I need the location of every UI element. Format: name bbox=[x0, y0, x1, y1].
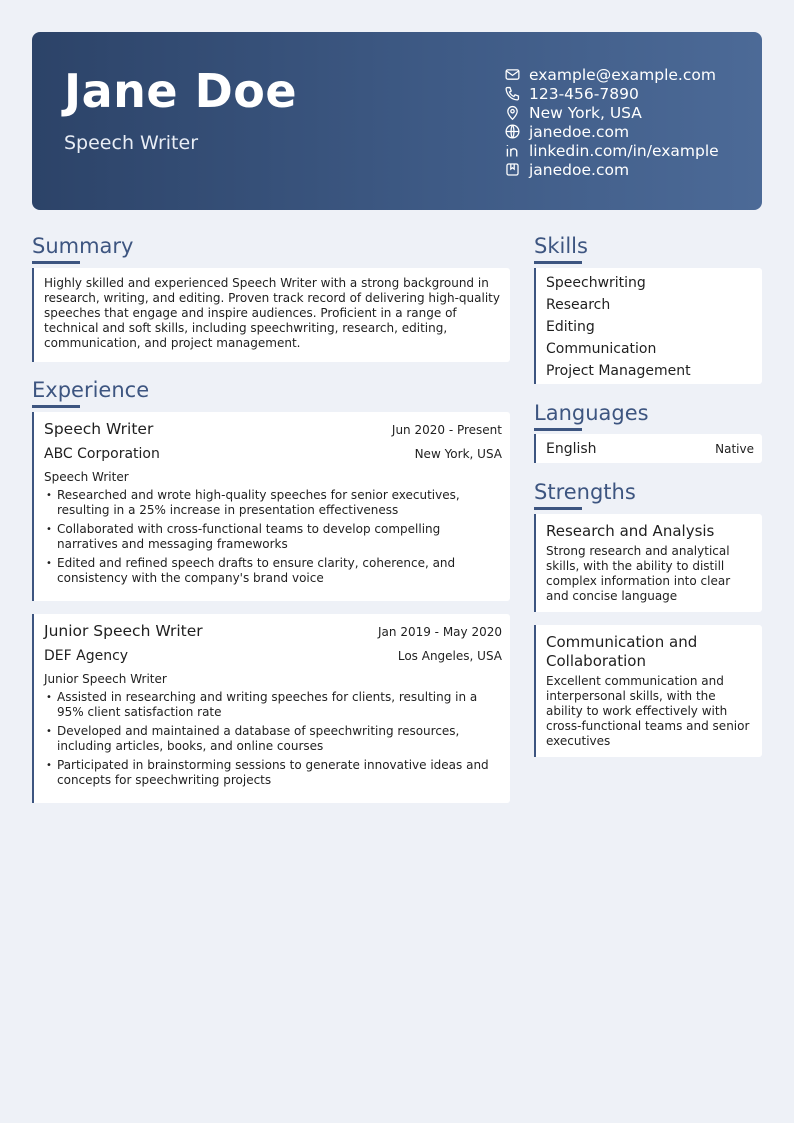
job-location: New York, USA bbox=[414, 447, 502, 461]
company-name: ABC Corporation bbox=[44, 446, 160, 462]
languages-heading: Languages bbox=[534, 401, 649, 425]
contact-phone[interactable] bbox=[504, 84, 719, 103]
language-name: English bbox=[546, 440, 597, 457]
bullet-item: • Researched and wrote high-quality speeches for senior executives, resulting in a 25% increase in presentation effectiveness bbox=[44, 488, 502, 518]
skills-underline bbox=[534, 261, 582, 264]
job-bullets bbox=[44, 488, 502, 586]
strength-title: Communication and Collaboration bbox=[546, 633, 698, 670]
globe-icon bbox=[504, 123, 521, 140]
bullet-item: • Assisted in researching and writing speeches for clients, resulting in a 95% client satisfaction rate bbox=[44, 690, 502, 720]
skills-card bbox=[534, 268, 762, 384]
job-title: Speech Writer bbox=[44, 420, 154, 438]
job-dates: Jun 2020 - Present bbox=[391, 423, 502, 437]
skills-list bbox=[536, 268, 762, 386]
candidate-name: Jane Doe bbox=[64, 64, 298, 118]
bullet-item: • Edited and refined speech drafts to ensure clarity, coherence, and consistency with the company's brand voice bbox=[44, 556, 502, 586]
summary-underline bbox=[32, 261, 80, 264]
strengths-heading: Strengths bbox=[534, 480, 636, 504]
summary-card bbox=[32, 268, 510, 362]
linkedin-icon bbox=[504, 142, 521, 159]
contact-phone-text: 123-456-7890 bbox=[529, 84, 639, 103]
bullet-item: • Participated in brainstorming sessions to generate innovative ideas and concepts for speechwriting projects bbox=[44, 758, 502, 788]
resume-header bbox=[32, 32, 762, 210]
skills-heading: Skills bbox=[534, 234, 588, 258]
contact-portfolio-text: janedoe.com bbox=[529, 160, 630, 179]
strength-title: Research and Analysis bbox=[546, 522, 715, 540]
strength-card bbox=[534, 514, 762, 612]
location-icon bbox=[504, 104, 521, 121]
skill-item: Editing bbox=[546, 319, 595, 335]
company-name: DEF Agency bbox=[44, 648, 129, 664]
job-subtitle: Speech Writer bbox=[44, 470, 129, 484]
contact-location bbox=[504, 103, 719, 122]
contact-email[interactable] bbox=[504, 65, 719, 84]
contact-list bbox=[504, 65, 719, 179]
portfolio-icon bbox=[504, 161, 521, 178]
languages-underline bbox=[534, 428, 582, 431]
job-title: Junior Speech Writer bbox=[44, 622, 203, 640]
summary-text: Highly skilled and experienced Speech Writer with a strong background in research, writing, and editing. Proven track record of delivering high-quality speeches that engage and inspire audiences. Proficient in a range of technical and soft skills, including speechwriting, research, editing, communication, and project management. bbox=[44, 276, 500, 350]
contact-email-text: example@example.com bbox=[529, 65, 716, 84]
experience-item bbox=[32, 412, 510, 601]
job-bullets bbox=[44, 690, 502, 788]
skill-item: Research bbox=[546, 297, 611, 313]
contact-linkedin-text: linkedin.com/in/example bbox=[529, 141, 719, 160]
skill-item: Speechwriting bbox=[546, 275, 646, 291]
language-level: Native bbox=[715, 441, 754, 456]
contact-portfolio[interactable] bbox=[504, 160, 719, 179]
contact-linkedin[interactable] bbox=[504, 141, 719, 160]
skill-item: Project Management bbox=[546, 363, 691, 379]
experience-heading: Experience bbox=[32, 378, 150, 402]
strengths-underline bbox=[534, 507, 582, 510]
contact-website-text: janedoe.com bbox=[529, 122, 630, 141]
strength-description: Excellent communication and interpersonal skills, with the ability to work effectively with cross-functional teams and senior executives bbox=[546, 674, 750, 748]
job-dates: Jan 2019 - May 2020 bbox=[378, 625, 502, 639]
language-card bbox=[534, 434, 762, 463]
candidate-title: Speech Writer bbox=[64, 132, 199, 154]
summary-heading: Summary bbox=[32, 234, 134, 258]
skill-item: Communication bbox=[546, 341, 657, 357]
contact-website[interactable] bbox=[504, 122, 719, 141]
bullet-item: • Collaborated with cross-functional teams to develop compelling narratives and messaging frameworks bbox=[44, 522, 502, 552]
experience-item bbox=[32, 614, 510, 803]
contact-location-text: New York, USA bbox=[529, 103, 642, 122]
bullet-item: • Developed and maintained a database of speechwriting resources, including articles, books, and online courses bbox=[44, 724, 502, 754]
phone-icon bbox=[504, 85, 521, 102]
strength-description: Strong research and analytical skills, with the ability to distill complex information into clear and concise language bbox=[546, 544, 731, 603]
job-location: Los Angeles, USA bbox=[397, 649, 502, 663]
email-icon bbox=[504, 66, 521, 83]
job-subtitle: Junior Speech Writer bbox=[44, 672, 167, 686]
experience-underline bbox=[32, 405, 80, 408]
strength-card bbox=[534, 625, 762, 757]
